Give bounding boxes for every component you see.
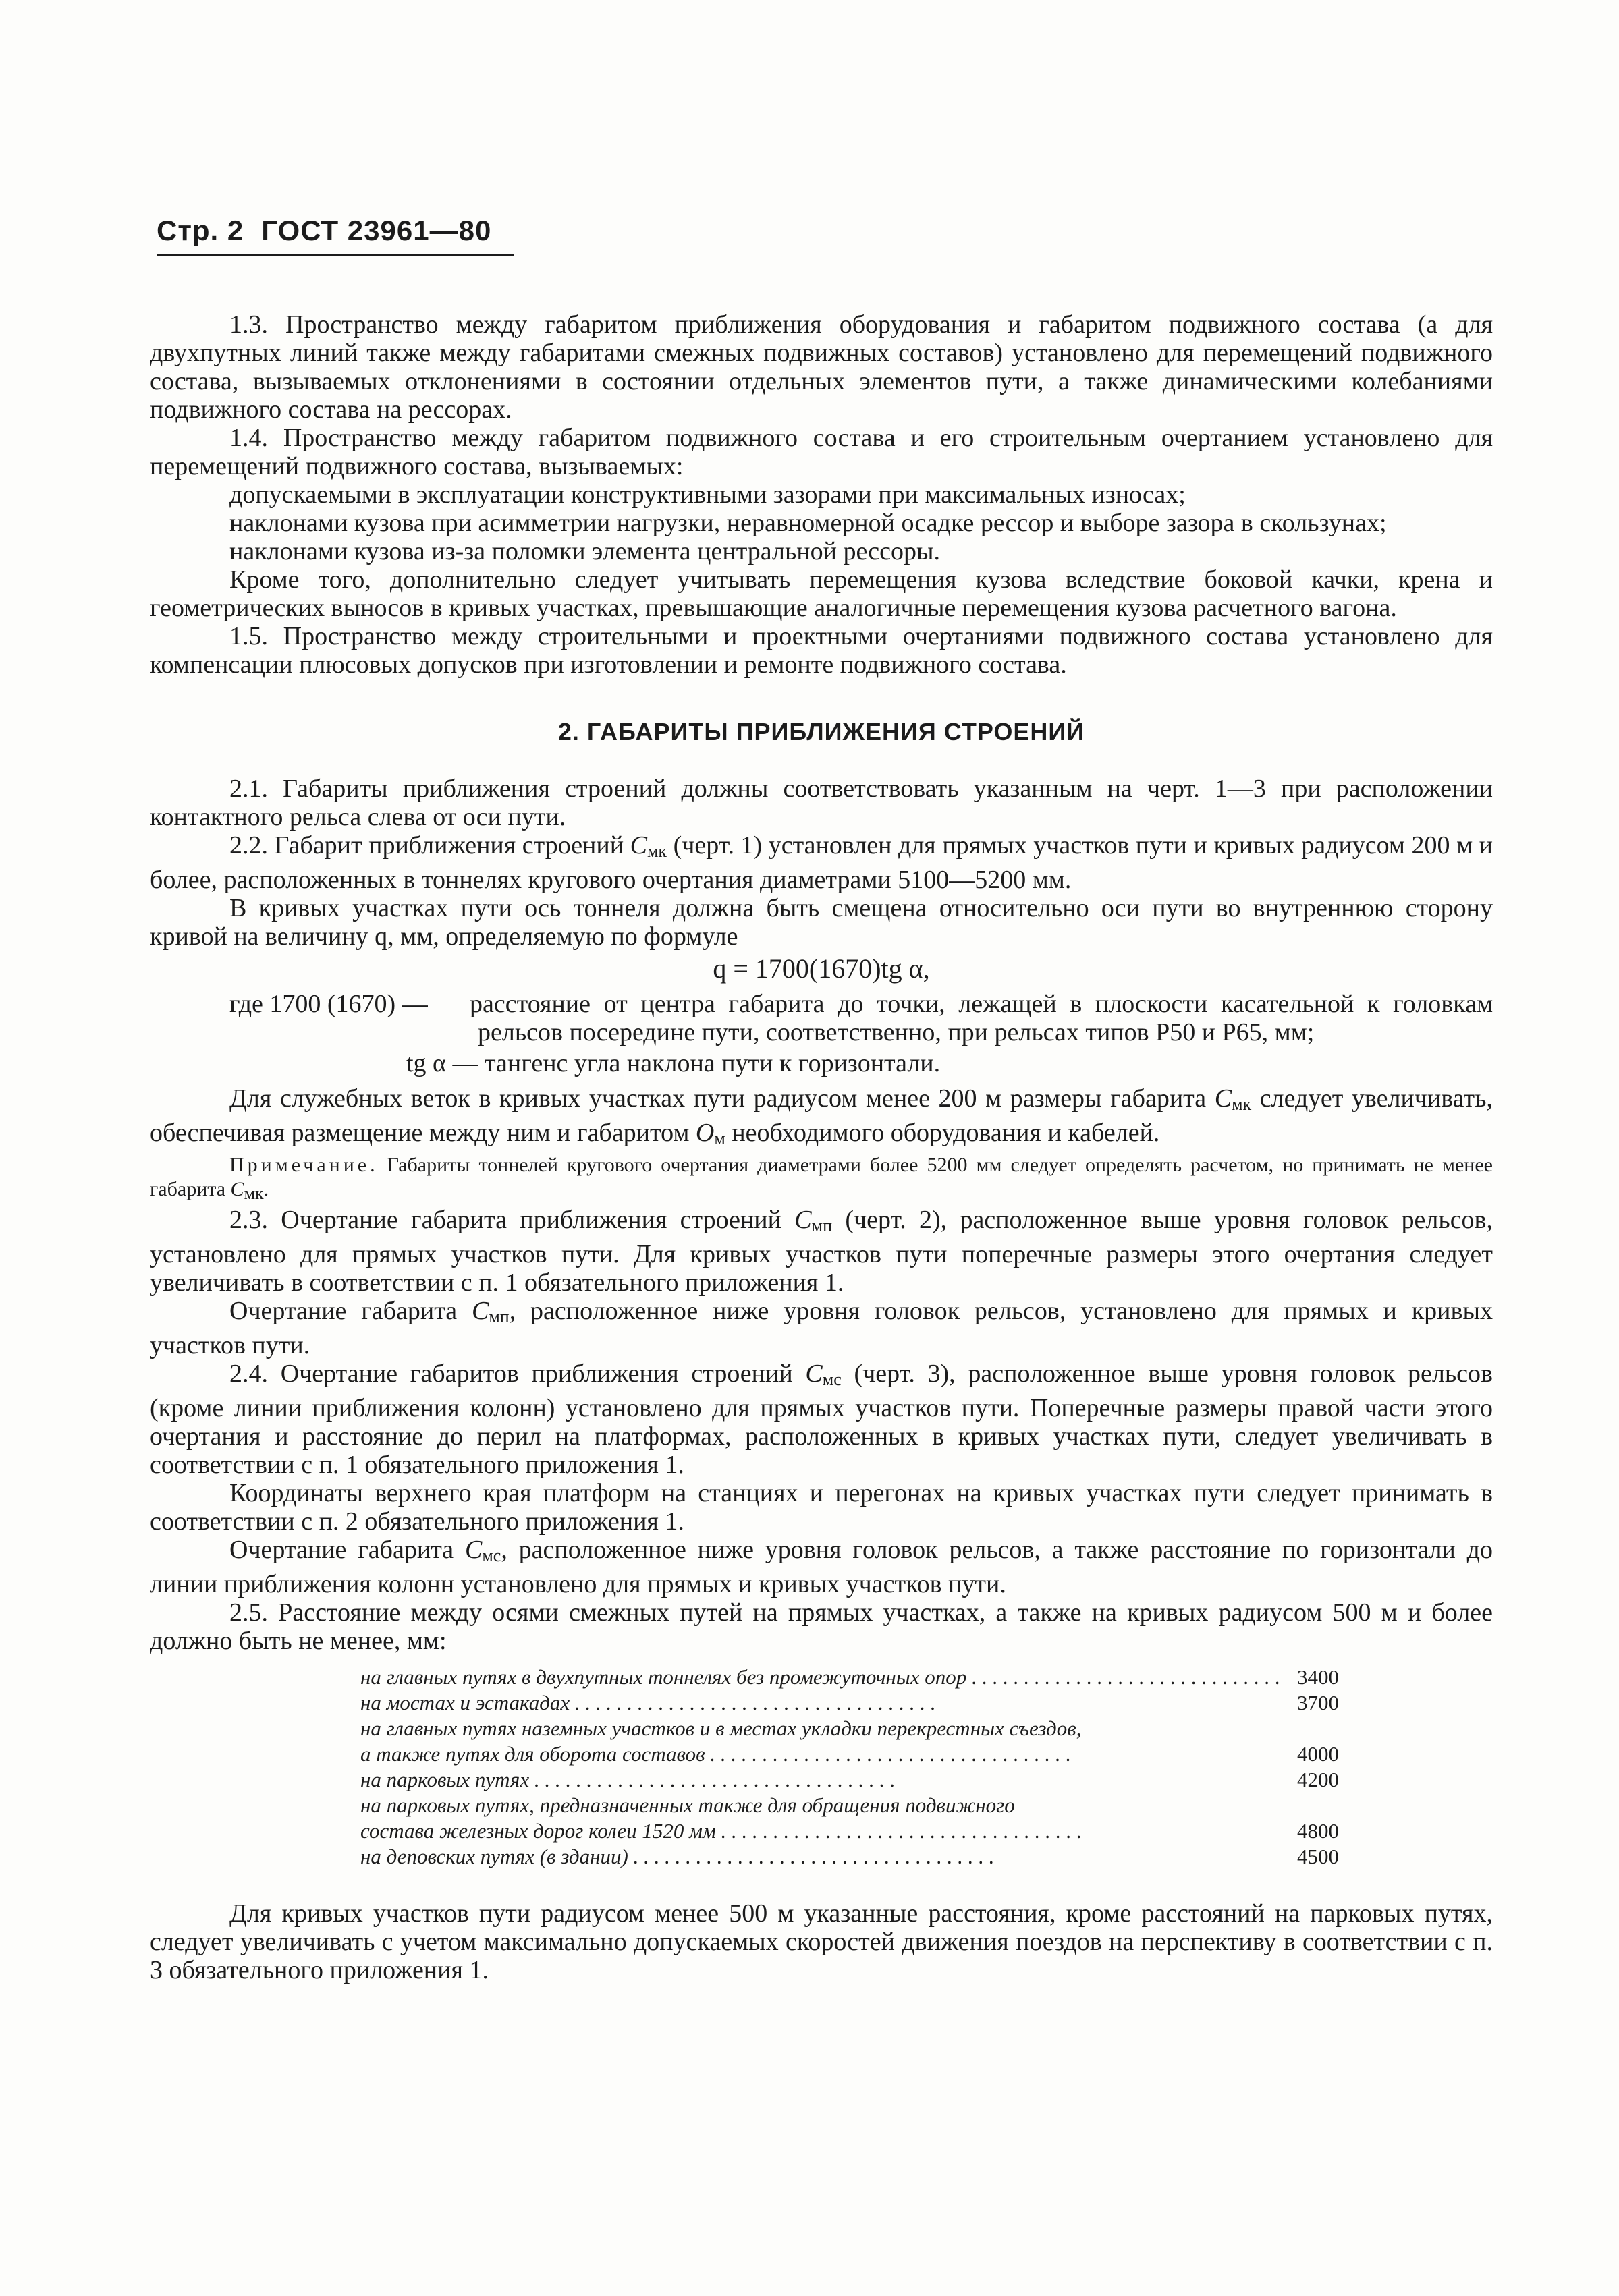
paragraph-curve-distances: Для кривых участков пути радиусом менее 500 м указанные расстояния, кроме расстояний на парковых путях, следует увеличивать с учетом максимально допускаемых скоростей движения поездов на перспективу в соответствии с п. 3 обязательного приложения 1.	[150, 1899, 1493, 1984]
list-item: на парковых путях . . . 4200	[360, 1767, 1339, 1793]
list-item: на мостах и эстакадах . . . 3700	[360, 1690, 1339, 1716]
list-item: на главных путях в двухпутных тоннелях без промежуточных опор . . . 3400	[360, 1664, 1339, 1690]
legend-definition-tg: tg α — тангенс угла наклона пути к горизонтали.	[406, 1049, 941, 1077]
list-item: на деповских путях (в здании) . . . 4500	[360, 1844, 1339, 1870]
list-item: а также путях для оборота составов . . . 4000	[360, 1741, 1339, 1767]
distance-list	[360, 1664, 1339, 1870]
formula: q = 1700(1670)tg α,	[713, 953, 930, 984]
paragraph-2-2: 2.2. Габарит приближения строений $С_{мк}$ (черт. 1) установлен для прямых участков пути и кривых радиусом 200 м и более, расположенных в тоннелях кругового очертания диаметрами 5100—5200 мм.	[150, 831, 1493, 894]
paragraph-additional: Кроме того, дополнительно следует учитывать перемещения кузова вследствие боковой качки, крена и геометрических выносов в кривых участках, превышающие аналогичные перемещения кузова расчетного вагона.	[150, 565, 1493, 622]
paragraph-2-3-lower: Очертание габарита $С_{мп}$, расположенное ниже уровня головок рельсов, установлено для прямых и кривых участков пути.	[150, 1297, 1493, 1360]
paragraph-1-3: 1.3. Пространство между габаритом приближения оборудования и габаритом подвижного состава (а для двухпутных линий также между габаритами смежных подвижных составов) установлено для перемещений подвижного состава, вызываемых отклонениями в состоянии отдельных элементов пути, а также динамическими колебаниями подвижного состава на рессорах.	[150, 310, 1493, 424]
page-header	[157, 215, 514, 256]
paragraph-platform-coords: Координаты верхнего края платформ на станциях и перегонах на кривых участках пути следует принимать в соответствии с п. 2 обязательного приложения 1.	[150, 1479, 1493, 1536]
standard-number: ГОСТ 23961—80	[261, 215, 492, 246]
section-heading: 2. ГАБАРИТЫ ПРИБЛИЖЕНИЯ СТРОЕНИЙ	[557, 718, 1085, 746]
legend-definition: расстояние от центра габарита до точки, лежащей в плоскости касательной к головкам рельсов посередине пути, соответственно, при рельсах типов Р50 и Р65, мм;	[470, 990, 1493, 1046]
page-number: Стр. 2	[157, 215, 244, 246]
formula-legend	[150, 990, 1493, 1046]
paragraph-2-3: 2.3. Очертание габарита приближения строений $С_{мп}$ (черт. 2), расположенное выше уровня головок рельсов, установлено для прямых участков пути. Для кривых участков пути поперечные размеры этого очертания следует увеличивать в соответствии с п. 1 обязательного приложения 1.	[150, 1206, 1493, 1297]
paragraph-2-1: 2.1. Габариты приближения строений должны соответствовать указанным на черт. 1—3 при расположении контактного рельса слева от оси пути.	[150, 775, 1493, 831]
paragraph-2-5: 2.5. Расстояние между осями смежных путей на прямых участках, а также на кривых радиусом 500 м и более должно быть не менее, мм:	[150, 1598, 1493, 1655]
list-item: на главных путях наземных участков и в местах укладки перекрестных съездов,	[360, 1716, 1082, 1740]
list-item: наклонами кузова при асимметрии нагрузки, неравномерной осадке рессор и выборе зазора в скользунах;	[229, 509, 1387, 537]
list-item: допускаемыми в эксплуатации конструктивными зазорами при максимальных износах;	[229, 480, 1186, 509]
legend-term: где 1700 (1670) —	[229, 990, 428, 1018]
paragraph-2-4-lower: Очертание габарита $С_{мс}$, расположенное ниже уровня головок рельсов, а также расстояние по горизонтали до линии приближения колонн установлено для прямых и кривых участков пути.	[150, 1536, 1493, 1598]
list-item: на парковых путях, предназначенных также для обращения подвижного	[360, 1793, 1015, 1817]
paragraph-service-branches: Для служебных веток в кривых участках пути радиусом менее 200 м размеры габарита $С_{мк}$ следует увеличивать, обеспечивая размещение между ним и габаритом $О_м$ необходимого оборудования и кабелей.	[150, 1084, 1493, 1148]
document-body	[150, 310, 1493, 1984]
note: Примечание. Габариты тоннелей кругового очертания диаметрами более 5200 мм следует определять расчетом, но принимать не менее габарита $С_{мк}$.	[150, 1154, 1493, 1203]
list-item: наклонами кузова из-за поломки элемента центральной рессоры.	[229, 537, 941, 565]
paragraph-1-5: 1.5. Пространство между строительными и проектными очертаниями подвижного состава установлено для компенсации плюсовых допусков при изготовлении и ремонте подвижного состава.	[150, 622, 1493, 679]
list-item: состава железных дорог колеи 1520 мм . . . 4800	[360, 1818, 1339, 1844]
paragraph-curve-offset: В кривых участках пути ось тоннеля должна быть смещена относительно оси пути во внутреннюю сторону кривой на величину q, мм, определяемую по формуле	[150, 894, 1493, 951]
paragraph-2-4: 2.4. Очертание габаритов приближения строений $С_{мс}$ (черт. 3), расположенное выше уровня головок рельсов (кроме линии приближения колонн) установлено для прямых участков пути. Поперечные размеры правой части этого очертания и расстояние до перил на платформах, расположенных в кривых участках пути, следует увеличивать в соответствии с п. 1 обязательного приложения 1.	[150, 1360, 1493, 1479]
paragraph-1-4: 1.4. Пространство между габаритом подвижного состава и его строительным очертанием установлено для перемещений подвижного состава, вызываемых:	[150, 424, 1493, 480]
